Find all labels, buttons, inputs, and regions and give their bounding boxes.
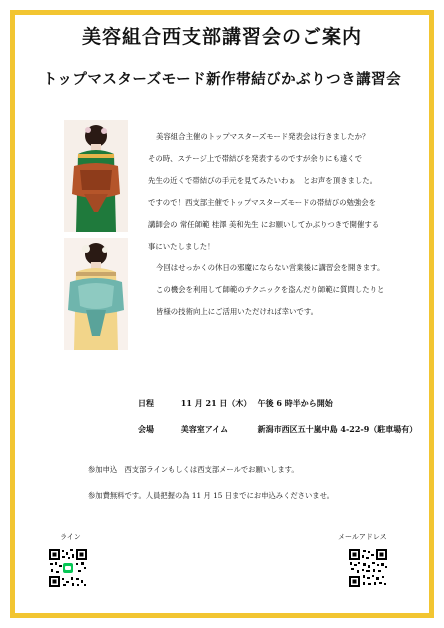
schedule-date-row bbox=[138, 398, 333, 409]
date-label: 日程 bbox=[138, 398, 154, 408]
kimono-photo-yellow bbox=[64, 238, 128, 350]
page-title: 美容組合西支部講習会のご案内 bbox=[81, 26, 362, 48]
page-subtitle: トップマスターズモード新作帯結びかぶりつき講習会 bbox=[42, 71, 402, 88]
body-line: 事にいたしました！ bbox=[148, 241, 215, 251]
announcement-body bbox=[148, 126, 418, 323]
venue-address: 新潟市西区五十嵐中島 4-22-9（駐車場有） bbox=[257, 424, 418, 434]
apply-note: 参加申込 西支部ラインもしくは西支部メールでお願いします。 bbox=[88, 465, 299, 474]
time-value: 午後 6 時半から開始 bbox=[257, 398, 333, 408]
date-value: 11 月 21 日（木） bbox=[180, 398, 252, 408]
body-line: 今回はせっかくの休日の邪魔にならない営業後に講習会を開きます。 bbox=[156, 263, 385, 273]
mail-qr-label: メールアドレス bbox=[338, 533, 387, 541]
line-qr-label: ライン bbox=[60, 533, 81, 541]
mail-qr-code[interactable] bbox=[348, 548, 388, 588]
venue-name: 美容室アイム bbox=[180, 424, 229, 434]
body-line: その時、ステージ上で帯結びを発表するのですが余りにも遠くで bbox=[148, 153, 363, 163]
line-qr-code[interactable] bbox=[48, 548, 88, 588]
kimono-photo-green bbox=[64, 120, 128, 232]
schedule-venue-row bbox=[138, 424, 417, 435]
body-line: この機会を利用して師範のテクニックを盗んだり師範に質問したりと bbox=[156, 285, 385, 295]
body-line: 講師会の 常任師範 桂澤 美和先生 にお願いしてかぶりつきで開催する bbox=[148, 219, 380, 229]
venue-label: 会場 bbox=[138, 424, 154, 434]
body-line: ですので！西支部主催でトップマスターズモードの帯結びの勉強会を bbox=[148, 197, 377, 207]
fee-note: 参加費無料です。人員把握の為 11 月 15 日までにお申込みくださいませ。 bbox=[88, 491, 334, 500]
body-line: 先生の近くで帯結びの手元を見てみたいわぁ とお声を頂きました。 bbox=[148, 175, 378, 185]
body-line: 皆様の技術向上にご活用いただければ幸いです。 bbox=[156, 307, 319, 317]
body-line: 美容組合主催のトップマスターズモード発表会は行きましたか？ bbox=[156, 132, 370, 141]
